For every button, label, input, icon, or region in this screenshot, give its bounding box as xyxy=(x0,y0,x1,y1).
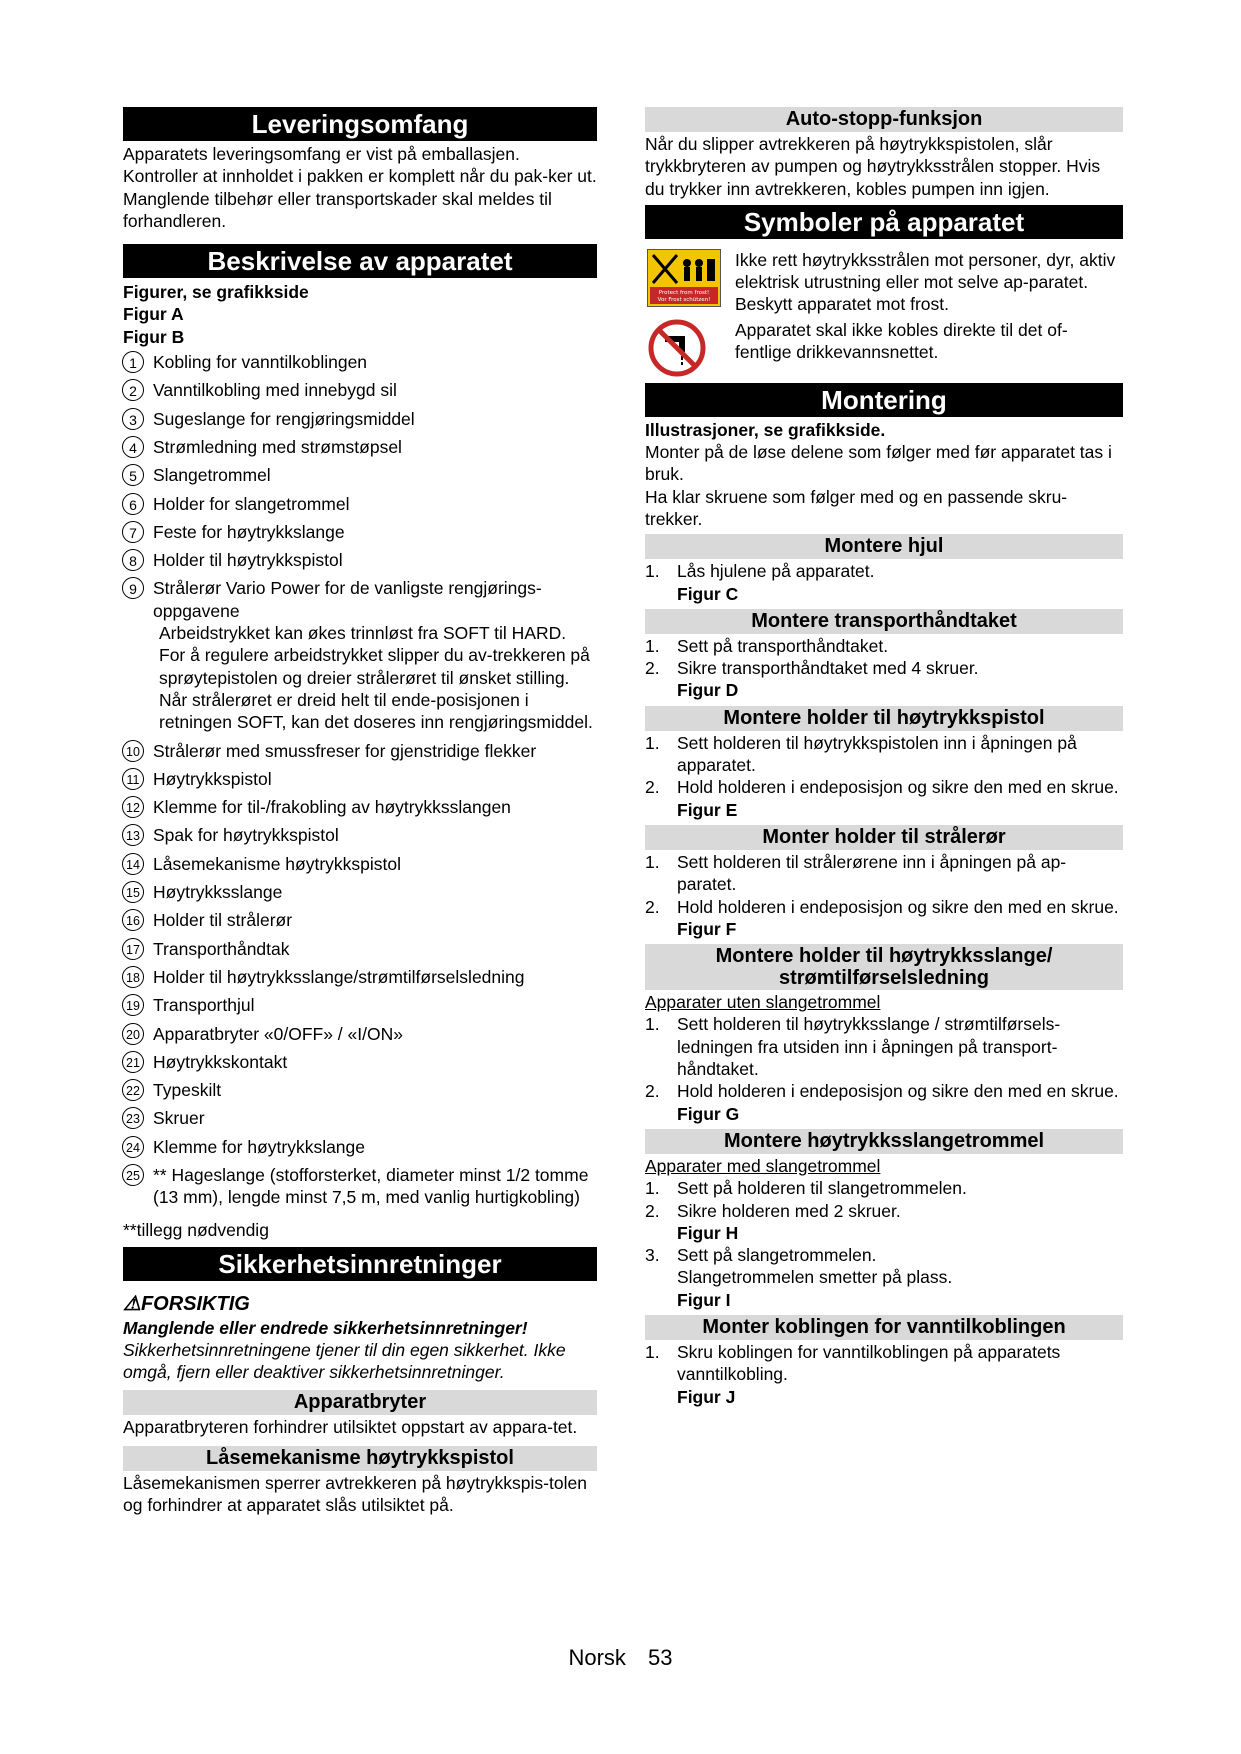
parts-list-item xyxy=(123,464,597,486)
step-number: 2. xyxy=(645,1081,660,1102)
frost-label-de: Vor Frost schützen! xyxy=(657,296,711,303)
step-text: Sett holderen til strålerørene inn i åpningen på ap-paratet. xyxy=(677,851,1067,895)
steps-pistol xyxy=(645,732,1123,799)
item-text: Slangetrommel xyxy=(153,465,271,486)
parts-list-item xyxy=(123,1164,597,1209)
parts-list-item xyxy=(123,881,597,903)
parts-list-item xyxy=(123,351,597,373)
figure-b-label: Figur B xyxy=(123,326,185,347)
figure-i: Figur I xyxy=(677,1289,731,1310)
item-number-circle: 5 xyxy=(122,464,144,486)
parts-list-item xyxy=(123,853,597,875)
parts-list-item xyxy=(123,796,597,818)
parts-list-item xyxy=(123,1136,597,1158)
step-item xyxy=(645,1013,1123,1080)
steps-transport xyxy=(645,635,1123,680)
item-number-circle: 16 xyxy=(122,909,144,931)
item-text: Kobling for vanntilkoblingen xyxy=(153,352,368,373)
warning-heading xyxy=(123,1291,597,1317)
heading-lasemekanisme: Låsemekanisme høytrykkspistol xyxy=(123,1446,597,1471)
step-text: Sikre transporthåndtaket med 4 skruer. xyxy=(677,658,979,679)
autostopp-text: Når du slipper avtrekkeren på høytrykkspistolen, slår trykkbryteren av pumpen og høytrykksstrålen stopper. Hvis du trykker inn avtrekkeren, kobles pumpen inn igjen. xyxy=(645,134,1101,199)
step-item xyxy=(645,851,1123,896)
item-number-circle: 20 xyxy=(122,1023,144,1045)
item-number-circle: 4 xyxy=(122,436,144,458)
steps-straleror xyxy=(645,851,1123,918)
item-number-circle: 22 xyxy=(122,1079,144,1101)
step-number: 1. xyxy=(645,635,660,656)
item-text: Strålerør Vario Power for de vanligste rengjørings-oppgavene xyxy=(153,578,542,621)
item-number-circle: 25 xyxy=(122,1164,144,1186)
heading-slange-line1: Montere holder til høytrykksslange/ xyxy=(715,945,1053,968)
steps-slange xyxy=(645,1013,1123,1102)
item-text: Høytrykkspistol xyxy=(153,768,272,789)
trommel-step-3 xyxy=(645,1244,1123,1266)
item-number-circle: 6 xyxy=(122,493,144,515)
heading-hjul: Montere hjul xyxy=(645,534,1123,559)
parts-list-item xyxy=(123,1079,597,1101)
footer-language: Norsk xyxy=(568,1645,626,1670)
slange-subheading: Apparater uten slangetrommel xyxy=(645,992,881,1013)
parts-list-item xyxy=(123,824,597,846)
step-number: 3. xyxy=(645,1245,660,1266)
step-item xyxy=(645,776,1123,798)
item-text: Transporthjul xyxy=(153,995,255,1016)
item-text: Låsemekanisme høytrykkspistol xyxy=(153,853,401,874)
item-number-circle: 11 xyxy=(122,768,144,790)
parts-list-item xyxy=(123,994,597,1016)
item-number-circle: 3 xyxy=(122,408,144,430)
montering-bold: Illustrasjoner, se grafikkside. xyxy=(645,419,886,440)
parts-list-item xyxy=(123,938,597,960)
frost-label-en: Protect from frost! xyxy=(658,289,710,296)
step-text: Sett holderen til høytrykkspistolen inn i åpningen på apparatet. xyxy=(677,732,1077,776)
step-number: 1. xyxy=(645,1014,660,1035)
warning-icon: ⚠ xyxy=(123,1292,141,1315)
step-text: Hold holderen i endeposisjon og sikre den med en skrue. xyxy=(677,1081,1119,1102)
step-number: 1. xyxy=(645,561,660,582)
parts-list-item xyxy=(123,436,597,458)
item-text: Spak for høytrykkspistol xyxy=(153,825,339,846)
heading-apparatbryter: Apparatbryter xyxy=(123,1390,597,1415)
step-text: Lås hjulene på apparatet. xyxy=(677,561,875,582)
no-drinking-water-symbol-icon xyxy=(647,318,707,378)
parts-list-item xyxy=(123,909,597,931)
step-number: 1. xyxy=(645,1178,660,1199)
item-number-circle: 12 xyxy=(122,796,144,818)
item-number-circle: 15 xyxy=(122,881,144,903)
trommel-step-2 xyxy=(645,1200,1123,1222)
item-text: Holder til høytrykksslange/strømtilførselsledning xyxy=(153,966,525,987)
parts-list-item xyxy=(123,740,597,762)
figure-a-label: Figur A xyxy=(123,304,184,325)
symbol1-subtext: Beskytt apparatet mot frost. xyxy=(735,294,949,315)
parts-list xyxy=(123,351,597,1209)
step-number: 1. xyxy=(645,851,660,872)
figure-h: Figur H xyxy=(677,1222,739,1243)
parts-list-item xyxy=(123,1023,597,1045)
lasemekanisme-text: Låsemekanismen sperrer avtrekkeren på høytrykkspis-tolen og forhindrer at apparatet slås utilsiktet på. xyxy=(123,1473,587,1516)
figure-d: Figur D xyxy=(677,680,739,701)
item-text: Strømledning med strømstøpsel xyxy=(153,436,402,457)
step-text: Sett holderen til høytrykksslange / strømtilførsels-ledningen fra utsiden inn i åpningen på transport-håndtaket. xyxy=(677,1014,1061,1080)
apparatbryter-text: Apparatbryteren forhindrer utilsiktet oppstart av appara-tet. xyxy=(123,1416,578,1437)
item-text: Høytrykkskontakt xyxy=(153,1051,288,1072)
step-number: 1. xyxy=(645,732,660,753)
symbol-row-spray xyxy=(645,249,1123,316)
heading-transport: Montere transporthåndtaket xyxy=(645,609,1123,634)
step-item xyxy=(645,732,1123,777)
item-text: ** Hageslange (stofforsterket, diameter minst 1/2 tomme (13 mm), lengde minst 7,5 m, med vanlig hurtigkobling) xyxy=(153,1164,589,1208)
item-text: Høytrykksslange xyxy=(153,882,283,903)
step-number: 2. xyxy=(645,658,660,679)
item-extra-text: Arbeidstrykket kan økes trinnløst fra SOFT til HARD. For å regulere arbeidstrykket slipper du av-trekkeren på sprøytepistolen og dreier strålerøret til ønsket stilling. Når strålerøret er dreid helt til ende-posisjonen i retningen SOFT, kan det doseres inn rengjøringsmiddel. xyxy=(159,623,593,733)
item-number-circle: 8 xyxy=(122,549,144,571)
heading-kobling: Monter koblingen for vanntilkoblingen xyxy=(645,1315,1123,1340)
heading-pistol: Montere holder til høytrykkspistol xyxy=(645,706,1123,731)
item-text: Holder til høytrykkspistol xyxy=(153,550,343,571)
montering-text2: Ha klar skruene som følger med og en passende skru-trekker. xyxy=(645,486,1068,529)
heading-straleror: Monter holder til strålerør xyxy=(645,825,1123,850)
item-text: Transporthåndtak xyxy=(153,938,290,959)
step-text: Hold holderen i endeposisjon og sikre den med en skrue. xyxy=(677,896,1119,917)
heading-trommel: Montere høytrykksslangetrommel xyxy=(645,1129,1123,1154)
parts-list-item xyxy=(123,408,597,430)
steps-hjul xyxy=(645,560,1123,582)
page-number: 53 xyxy=(648,1645,673,1670)
steps-kobling xyxy=(645,1341,1123,1386)
parts-list-item xyxy=(123,493,597,515)
parts-list-item xyxy=(123,549,597,571)
step-text: Sett på holderen til slangetrommelen. xyxy=(677,1178,967,1199)
parts-list-item xyxy=(123,521,597,543)
figure-g: Figur G xyxy=(677,1103,740,1124)
symbol-row-water xyxy=(645,319,1123,381)
item-text: Strålerør med smussfreser for gjenstridige flekker xyxy=(153,740,537,761)
step-item xyxy=(645,1080,1123,1102)
parts-list-item xyxy=(123,1107,597,1129)
item-text: Feste for høytrykkslange xyxy=(153,521,345,542)
item-number-circle: 24 xyxy=(122,1136,144,1158)
figures-note: Figurer, se grafikkside xyxy=(123,282,309,303)
figure-e: Figur E xyxy=(677,799,738,820)
item-number-circle: 23 xyxy=(122,1107,144,1129)
step-number: 2. xyxy=(645,896,660,917)
item-number-circle: 1 xyxy=(122,351,144,373)
item-text: Typeskilt xyxy=(153,1080,222,1101)
parts-list-item xyxy=(123,768,597,790)
step-text: Hold holderen i endeposisjon og sikre den med en skrue. xyxy=(677,777,1119,798)
item-number-circle: 17 xyxy=(122,938,144,960)
step-item xyxy=(645,635,1123,657)
item-text: Holder til strålerør xyxy=(153,910,293,931)
heading-leveringsomfang: Leveringsomfang xyxy=(123,107,597,141)
page-footer xyxy=(0,1645,1241,1671)
step-item xyxy=(645,560,1123,582)
figure-c: Figur C xyxy=(677,583,739,604)
item-text: Holder for slangetrommel xyxy=(153,493,350,514)
step-number: 2. xyxy=(645,777,660,798)
symbol1-text: Ikke rett høytrykksstrålen mot personer, dyr, aktiv elektrisk utrustning eller mot selve ap-paratet. xyxy=(735,249,1116,293)
step-text: Sett på transporthåndtaket. xyxy=(677,635,889,656)
heading-slange xyxy=(645,944,1123,990)
trommel-step-1 xyxy=(645,1177,1123,1199)
parts-list-item xyxy=(123,966,597,988)
heading-symboler: Symboler på apparatet xyxy=(645,205,1123,239)
step-item xyxy=(645,657,1123,679)
step-item xyxy=(645,1341,1123,1386)
item-text: Apparatbryter «0/OFF» / «I/ON» xyxy=(153,1023,403,1044)
step-text: Skru koblingen for vanntilkoblingen på apparatets vanntilkobling. xyxy=(677,1341,1061,1385)
step-number: 2. xyxy=(645,1200,660,1221)
step-text: Sikre holderen med 2 skruer. xyxy=(677,1200,901,1221)
figure-f: Figur F xyxy=(677,918,737,939)
item-number-circle: 21 xyxy=(122,1051,144,1073)
step-text: Sett på slangetrommelen. xyxy=(677,1245,877,1266)
figure-j: Figur J xyxy=(677,1386,736,1407)
heading-autostopp: Auto-stopp-funksjon xyxy=(645,107,1123,132)
item-number-circle: 13 xyxy=(122,824,144,846)
item-number-circle: 14 xyxy=(122,853,144,875)
step-item xyxy=(645,896,1123,918)
item-text: Sugeslange for rengjøringsmiddel xyxy=(153,408,415,429)
heading-beskrivelse: Beskrivelse av apparatet xyxy=(123,244,597,278)
step-number: 1. xyxy=(645,1341,660,1362)
parts-list-item xyxy=(123,379,597,401)
trommel-subheading: Apparater med slangetrommel xyxy=(645,1155,881,1176)
heading-sikkerhet: Sikkerhetsinnretninger xyxy=(123,1247,597,1281)
heading-montering: Montering xyxy=(645,383,1123,417)
no-spray-frost-symbol-icon xyxy=(647,249,721,307)
item-number-circle: 9 xyxy=(122,577,144,599)
symbol2-text: Apparatet skal ikke kobles direkte til det of-fentlige drikkevannsnettet. xyxy=(735,319,1068,363)
item-number-circle: 2 xyxy=(122,379,144,401)
item-text: Klemme for til-/frakobling av høytrykksslangen xyxy=(153,797,511,818)
trommel-step3-note: Slangetrommelen smetter på plass. xyxy=(677,1267,953,1288)
left-column xyxy=(123,107,597,1517)
item-text: Vanntilkobling med innebygd sil xyxy=(153,380,397,401)
parts-list-item xyxy=(123,577,597,733)
heading-slange-line2: strømtilførselsledning xyxy=(778,967,990,990)
warning-bold-text: Manglende eller endrede sikkerhetsinnretninger! xyxy=(123,1317,528,1338)
item-number-circle: 7 xyxy=(122,521,144,543)
item-text: Skruer xyxy=(153,1108,205,1129)
item-number-circle: 18 xyxy=(122,966,144,988)
item-number-circle: 19 xyxy=(122,994,144,1016)
warning-label: FORSIKTIG xyxy=(140,1292,250,1315)
parts-list-item xyxy=(123,1051,597,1073)
footnote: **tillegg nødvendig xyxy=(123,1219,269,1240)
item-number-circle: 10 xyxy=(122,740,144,762)
montering-text1: Monter på de løse delene som følger med før apparatet tas i bruk. xyxy=(645,442,1112,485)
leveringsomfang-text: Apparatets leveringsomfang er vist på emballasjen. Kontroller at innholdet i pakken er komplett når du pak-ker ut. Manglende tilbehør eller transportskader skal meldes til forhandleren. xyxy=(123,144,597,231)
warning-text: Sikkerhetsinnretningene tjener til din egen sikkerhet. Ikke omgå, fjern eller deaktiver sikkerhetsinnretninger. xyxy=(123,1340,566,1383)
right-column xyxy=(645,107,1123,1408)
item-text: Klemme for høytrykkslange xyxy=(153,1136,366,1157)
